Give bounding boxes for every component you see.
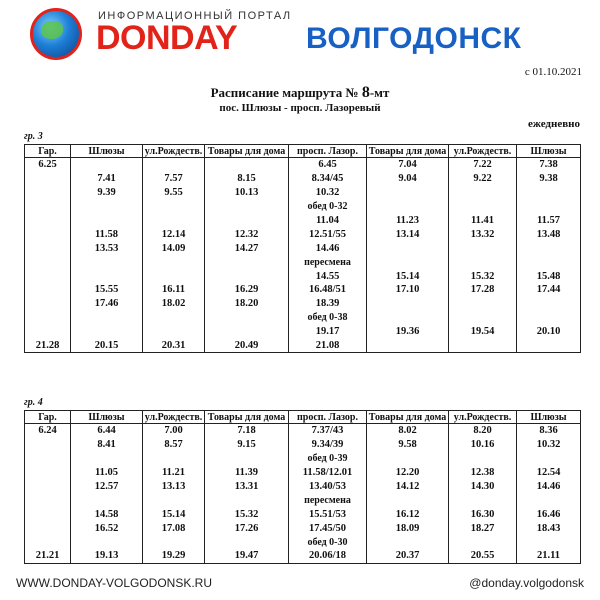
- table-cell: 18.20: [205, 297, 289, 311]
- table-cell: [71, 325, 143, 339]
- table-cell: обед 0-38: [289, 311, 367, 325]
- table-cell: 12.20: [367, 466, 449, 480]
- table-cell: 20.06/18: [289, 549, 367, 563]
- route-subtitle: пос. Шлюзы - просп. Лазоревый: [219, 102, 381, 114]
- table-cell: пересмена: [289, 255, 367, 269]
- table-cell: 14.12: [367, 480, 449, 494]
- route-suffix: -мт: [369, 85, 390, 100]
- table-cell: [25, 507, 71, 521]
- table-cell: [25, 214, 71, 228]
- table-cell: [517, 535, 581, 549]
- table-header-row: [25, 145, 581, 158]
- frequency-label: ежедневно: [527, 118, 580, 130]
- table-cell: [143, 255, 205, 269]
- table-cell: [25, 283, 71, 297]
- table-cell: [25, 297, 71, 311]
- table-cell: [143, 452, 205, 466]
- table-cell: [367, 452, 449, 466]
- table-cell: 9.39: [71, 186, 143, 200]
- table-row: [25, 438, 581, 452]
- table-cell: 11.58: [71, 227, 143, 241]
- table-row: [25, 452, 581, 466]
- table-cell: 17.26: [205, 521, 289, 535]
- table-cell: 10.32: [289, 186, 367, 200]
- table-cell: 15.55: [71, 283, 143, 297]
- table-cell: 11.41: [449, 214, 517, 228]
- table-cell: [25, 535, 71, 549]
- table-cell: 11.39: [205, 466, 289, 480]
- table-cell: [449, 297, 517, 311]
- table-cell: 11.21: [143, 466, 205, 480]
- table-cell: 21.28: [25, 339, 71, 353]
- table-row: [25, 241, 581, 255]
- table-cell: [71, 493, 143, 507]
- table-cell: 14.46: [289, 241, 367, 255]
- table-cell: 9.15: [205, 438, 289, 452]
- table-row: [25, 424, 581, 438]
- globe-logo-icon: [30, 8, 82, 60]
- table-cell: 18.43: [517, 521, 581, 535]
- table-cell: 18.39: [289, 297, 367, 311]
- table-row: [25, 297, 581, 311]
- table-row: [25, 200, 581, 214]
- table-row: [25, 172, 581, 186]
- table-row: [25, 227, 581, 241]
- table-cell: [25, 200, 71, 214]
- table-cell: [205, 311, 289, 325]
- table-cell: 7.22: [449, 158, 517, 172]
- table-cell: [205, 325, 289, 339]
- table-cell: [25, 255, 71, 269]
- table-cell: 20.15: [71, 339, 143, 353]
- table-cell: 11.58/12.01: [289, 466, 367, 480]
- table-cell: обед 0-30: [289, 535, 367, 549]
- table-cell: 9.04: [367, 172, 449, 186]
- table-cell: обед 0-32: [289, 200, 367, 214]
- table-cell: 12.14: [143, 227, 205, 241]
- col-header: ул.Рождеств.: [143, 411, 205, 424]
- table-cell: 7.57: [143, 172, 205, 186]
- table-cell: 17.44: [517, 283, 581, 297]
- table-cell: 16.30: [449, 507, 517, 521]
- table-cell: 16.12: [367, 507, 449, 521]
- table-cell: 19.17: [289, 325, 367, 339]
- table-cell: [25, 186, 71, 200]
- table-cell: 15.48: [517, 269, 581, 283]
- table-cell: [205, 158, 289, 172]
- table-cell: 11.04: [289, 214, 367, 228]
- table-cell: [71, 158, 143, 172]
- table-cell: [367, 186, 449, 200]
- table-cell: 19.13: [71, 549, 143, 563]
- table-cell: [25, 493, 71, 507]
- col-header: Гар.: [25, 411, 71, 424]
- table-cell: [449, 493, 517, 507]
- table-cell: [71, 214, 143, 228]
- schedule-table-group-3: [24, 144, 581, 353]
- table-cell: 7.18: [205, 424, 289, 438]
- col-header: просп. Лазор.: [289, 411, 367, 424]
- table-cell: [517, 200, 581, 214]
- table-cell: 16.11: [143, 283, 205, 297]
- table-cell: 13.13: [143, 480, 205, 494]
- table-cell: 14.30: [449, 480, 517, 494]
- table-cell: [25, 521, 71, 535]
- table-cell: [71, 200, 143, 214]
- table-cell: [367, 311, 449, 325]
- brand-logo-text[interactable]: DONDAY: [96, 19, 238, 57]
- table-cell: 7.37/43: [289, 424, 367, 438]
- table-cell: [517, 452, 581, 466]
- table-row: [25, 214, 581, 228]
- table-cell: 6.45: [289, 158, 367, 172]
- col-header: ул.Рождеств.: [449, 411, 517, 424]
- table-cell: [367, 200, 449, 214]
- table-cell: 12.51/55: [289, 227, 367, 241]
- table-cell: 6.44: [71, 424, 143, 438]
- table-cell: 17.28: [449, 283, 517, 297]
- table-cell: [517, 297, 581, 311]
- table-cell: [367, 255, 449, 269]
- table-cell: 20.49: [205, 339, 289, 353]
- table-cell: [205, 452, 289, 466]
- col-header: ул.Рождеств.: [449, 145, 517, 158]
- table-cell: [449, 311, 517, 325]
- table-row: [25, 255, 581, 269]
- table-cell: [449, 200, 517, 214]
- table-cell: [71, 269, 143, 283]
- table-cell: 13.32: [449, 227, 517, 241]
- table-cell: [449, 241, 517, 255]
- table-cell: 9.34/39: [289, 438, 367, 452]
- table-cell: [143, 325, 205, 339]
- group-3-label: гр. 3: [24, 131, 43, 142]
- title-prefix: Расписание маршрута №: [210, 85, 359, 100]
- table-row: [25, 493, 581, 507]
- table-cell: [205, 200, 289, 214]
- table-cell: [71, 535, 143, 549]
- table-cell: 20.10: [517, 325, 581, 339]
- col-header: Товары для дома: [367, 411, 449, 424]
- table-cell: [367, 241, 449, 255]
- table-cell: [25, 269, 71, 283]
- table-cell: [25, 480, 71, 494]
- table-row: [25, 311, 581, 325]
- table-cell: 18.09: [367, 521, 449, 535]
- table-cell: 9.22: [449, 172, 517, 186]
- site-header: [0, 0, 600, 62]
- table-cell: 10.32: [517, 438, 581, 452]
- table-cell: [449, 255, 517, 269]
- table-cell: [205, 214, 289, 228]
- table-cell: [449, 452, 517, 466]
- table-row: [25, 521, 581, 535]
- table-cell: 13.31: [205, 480, 289, 494]
- table-cell: [367, 493, 449, 507]
- table-cell: обед 0-39: [289, 452, 367, 466]
- table-cell: 9.55: [143, 186, 205, 200]
- table-cell: [25, 311, 71, 325]
- table-cell: 13.14: [367, 227, 449, 241]
- table-cell: 19.29: [143, 549, 205, 563]
- table-cell: [25, 172, 71, 186]
- table-cell: 10.13: [205, 186, 289, 200]
- table-cell: 13.40/53: [289, 480, 367, 494]
- table-row: [25, 549, 581, 563]
- col-header: Шлюзы: [71, 411, 143, 424]
- table-cell: 16.48/51: [289, 283, 367, 297]
- col-header: Шлюзы: [517, 411, 581, 424]
- table-cell: [143, 158, 205, 172]
- table-row: [25, 325, 581, 339]
- table-cell: [449, 339, 517, 353]
- table-cell: [367, 339, 449, 353]
- schedule-title: [0, 84, 600, 102]
- table-cell: 8.34/45: [289, 172, 367, 186]
- col-header: Товары для дома: [367, 145, 449, 158]
- table-cell: 11.05: [71, 466, 143, 480]
- table-row: [25, 507, 581, 521]
- effective-date: с 01.10.2021: [524, 66, 582, 78]
- table-cell: [143, 269, 205, 283]
- table-cell: 10.16: [449, 438, 517, 452]
- table-row: [25, 339, 581, 353]
- table-cell: 8.57: [143, 438, 205, 452]
- portal-label: ИНФОРМАЦИОННЫЙ ПОРТАЛ: [98, 10, 292, 22]
- table-cell: [205, 493, 289, 507]
- table-row: [25, 158, 581, 172]
- table-cell: [143, 493, 205, 507]
- table-cell: 14.09: [143, 241, 205, 255]
- table-cell: 17.46: [71, 297, 143, 311]
- table-cell: 13.48: [517, 227, 581, 241]
- table-row: [25, 283, 581, 297]
- col-header: Товары для дома: [205, 145, 289, 158]
- city-title: ВОЛГОДОНСК: [306, 22, 522, 55]
- table-cell: 14.58: [71, 507, 143, 521]
- table-cell: 7.00: [143, 424, 205, 438]
- table-cell: 14.46: [517, 480, 581, 494]
- table-cell: 7.38: [517, 158, 581, 172]
- table-cell: [143, 535, 205, 549]
- table-cell: 12.38: [449, 466, 517, 480]
- table-cell: 6.24: [25, 424, 71, 438]
- table-cell: 17.45/50: [289, 521, 367, 535]
- table-cell: 20.55: [449, 549, 517, 563]
- table-cell: [367, 535, 449, 549]
- table-cell: 21.08: [289, 339, 367, 353]
- table-cell: 20.31: [143, 339, 205, 353]
- table-cell: [517, 241, 581, 255]
- table-cell: 16.29: [205, 283, 289, 297]
- table-cell: 15.14: [367, 269, 449, 283]
- footer-website[interactable]: WWW.DONDAY-VOLGODONSK.RU: [16, 576, 213, 590]
- table-cell: [143, 311, 205, 325]
- table-cell: 16.52: [71, 521, 143, 535]
- table-cell: 9.58: [367, 438, 449, 452]
- table-cell: [517, 255, 581, 269]
- table-cell: 8.20: [449, 424, 517, 438]
- table-cell: [71, 452, 143, 466]
- route-number: 8: [361, 84, 370, 101]
- table-cell: [25, 325, 71, 339]
- col-header: ул.Рождеств.: [143, 145, 205, 158]
- table-cell: [25, 452, 71, 466]
- col-header: Шлюзы: [517, 145, 581, 158]
- table-cell: [205, 255, 289, 269]
- table-cell: 6.25: [25, 158, 71, 172]
- table-cell: 19.54: [449, 325, 517, 339]
- table-row: [25, 480, 581, 494]
- table-cell: [449, 186, 517, 200]
- schedule-table-group-4: [24, 410, 581, 564]
- table-cell: 18.27: [449, 521, 517, 535]
- table-cell: 17.10: [367, 283, 449, 297]
- table-cell: 15.32: [449, 269, 517, 283]
- table-cell: пересмена: [289, 493, 367, 507]
- table-cell: [25, 438, 71, 452]
- table-cell: [71, 255, 143, 269]
- table-cell: [517, 493, 581, 507]
- table-cell: 18.02: [143, 297, 205, 311]
- table-cell: 21.11: [517, 549, 581, 563]
- table-cell: 8.41: [71, 438, 143, 452]
- table-row: [25, 466, 581, 480]
- col-header: Товары для дома: [205, 411, 289, 424]
- table-cell: 20.37: [367, 549, 449, 563]
- table-cell: [25, 466, 71, 480]
- table-cell: 16.46: [517, 507, 581, 521]
- table-row: [25, 269, 581, 283]
- table-cell: 14.27: [205, 241, 289, 255]
- table-cell: [143, 214, 205, 228]
- table-cell: [71, 311, 143, 325]
- table-cell: 7.04: [367, 158, 449, 172]
- table-cell: 11.57: [517, 214, 581, 228]
- table-cell: 7.41: [71, 172, 143, 186]
- table-cell: 15.14: [143, 507, 205, 521]
- table-cell: [25, 241, 71, 255]
- col-header: Шлюзы: [71, 145, 143, 158]
- table-cell: 17.08: [143, 521, 205, 535]
- table-row: [25, 535, 581, 549]
- table-cell: 8.36: [517, 424, 581, 438]
- table-cell: 19.36: [367, 325, 449, 339]
- footer-social-handle[interactable]: @donday.volgodonsk: [469, 576, 584, 590]
- table-cell: [517, 186, 581, 200]
- table-cell: 9.38: [517, 172, 581, 186]
- table-cell: 12.57: [71, 480, 143, 494]
- table-cell: [517, 311, 581, 325]
- col-header: Гар.: [25, 145, 71, 158]
- table-cell: 14.55: [289, 269, 367, 283]
- table-cell: 8.02: [367, 424, 449, 438]
- table-cell: 12.32: [205, 227, 289, 241]
- table-cell: 8.15: [205, 172, 289, 186]
- table-cell: [25, 227, 71, 241]
- table-cell: 19.47: [205, 549, 289, 563]
- table-cell: 21.21: [25, 549, 71, 563]
- table-cell: 12.54: [517, 466, 581, 480]
- table-cell: [143, 200, 205, 214]
- table-cell: 13.53: [71, 241, 143, 255]
- table-cell: [367, 297, 449, 311]
- table-cell: [517, 339, 581, 353]
- table-row: [25, 186, 581, 200]
- col-header: просп. Лазор.: [289, 145, 367, 158]
- table-cell: 15.32: [205, 507, 289, 521]
- table-cell: 15.51/53: [289, 507, 367, 521]
- table-cell: [449, 535, 517, 549]
- table-cell: [205, 535, 289, 549]
- table-cell: [205, 269, 289, 283]
- group-4-label: гр. 4: [24, 397, 43, 408]
- table-header-row: [25, 411, 581, 424]
- table-cell: 11.23: [367, 214, 449, 228]
